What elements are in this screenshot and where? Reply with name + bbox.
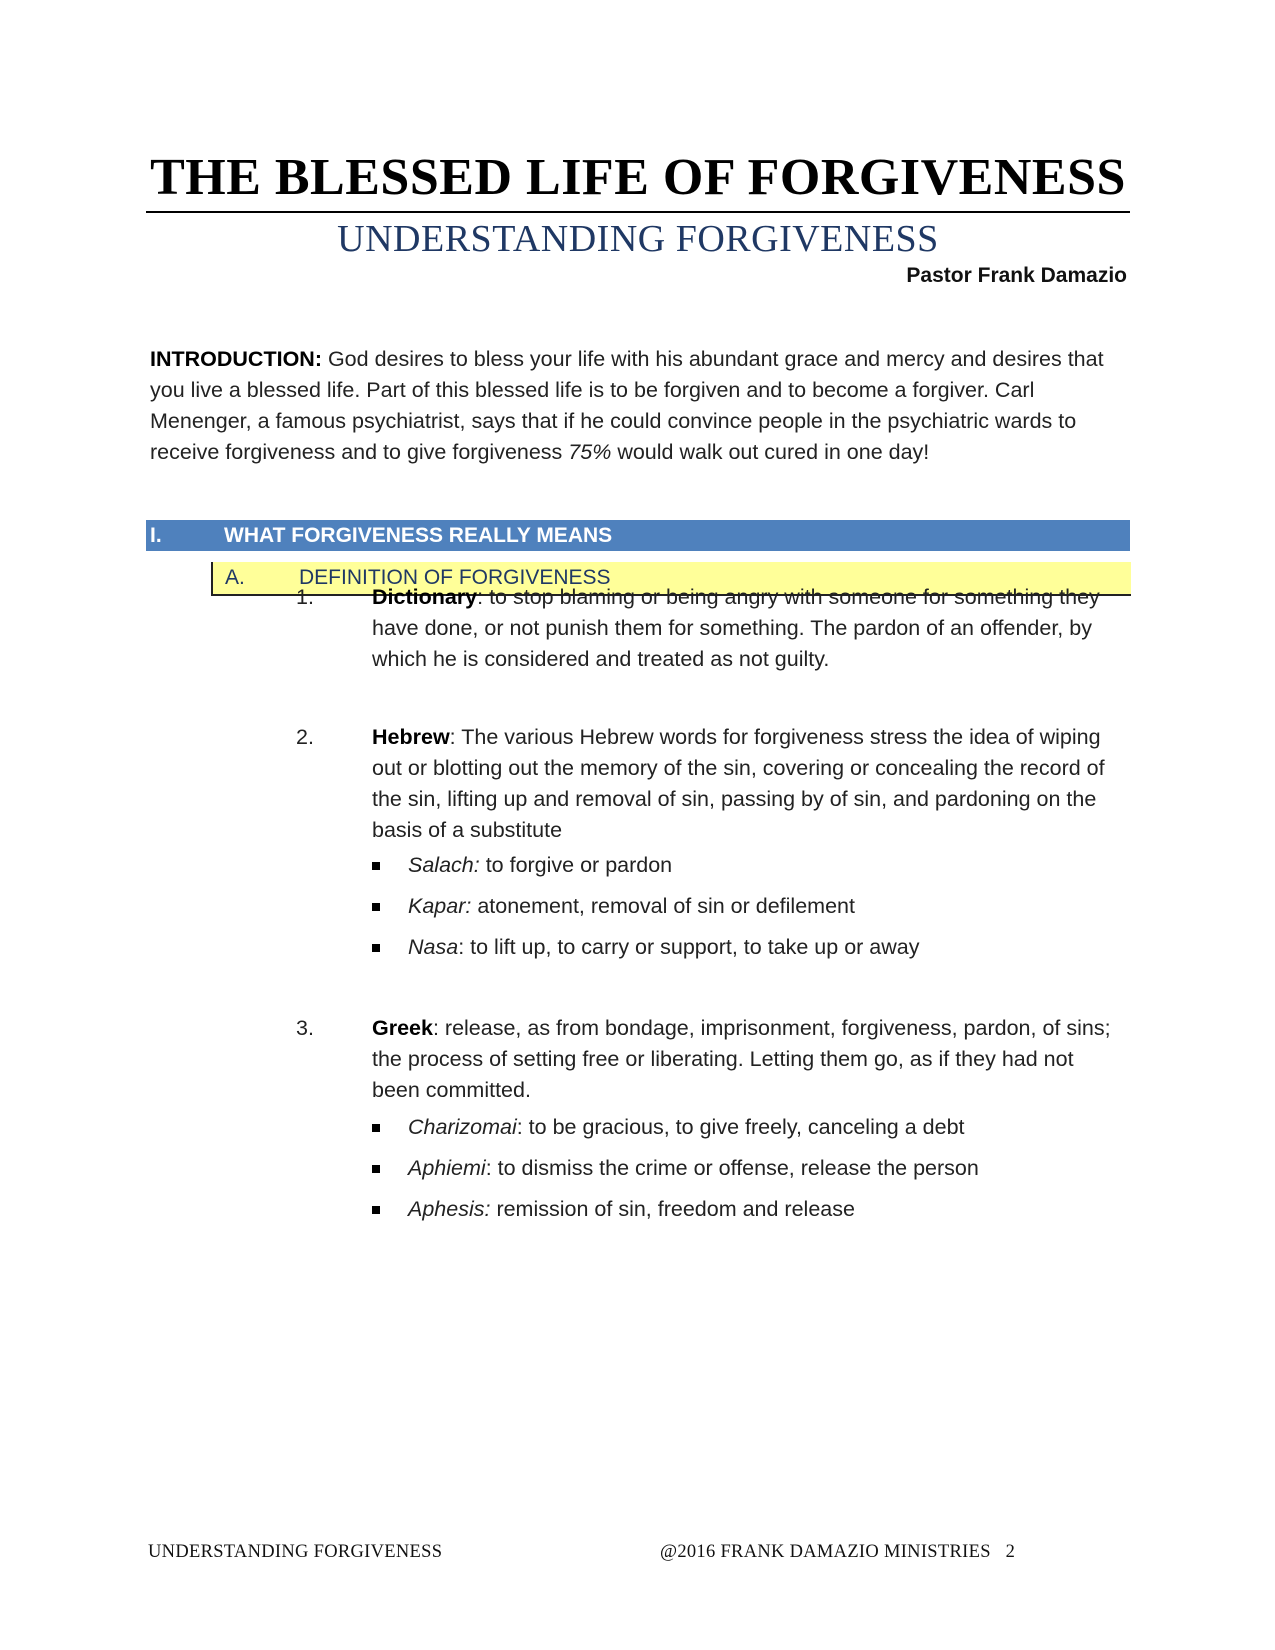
item-term: Hebrew — [372, 725, 450, 749]
word-term: Nasa — [408, 935, 459, 959]
word-term: Aphiemi — [408, 1156, 486, 1180]
word-term: Salach: — [408, 853, 480, 877]
item-number: 2. — [296, 725, 314, 749]
footer-copyright: @2016 FRANK DAMAZIO MINISTRIES — [660, 1542, 991, 1562]
word-bullet — [372, 850, 1112, 881]
bullet-square-icon — [372, 862, 380, 870]
bullet-square-icon — [372, 903, 380, 911]
definition-item-dictionary — [296, 582, 1116, 675]
introduction-paragraph — [150, 344, 1116, 468]
bullet-square-icon — [372, 1206, 380, 1214]
word-term: Charizomai — [408, 1115, 517, 1139]
subsection-title: DEFINITION OF FORGIVENESS — [299, 566, 611, 589]
intro-text-2: would walk out cured in one day! — [611, 440, 930, 464]
footer-left: UNDERSTANDING FORGIVENESS — [148, 1542, 443, 1562]
item-definition: : The various Hebrew words for forgiveness stress the idea of wiping out or blotting out the memory of the sin, covering or concealing the record of the sin, lifting up and removal of sin, passing by of sin, and pardoning on the basis of a substitute — [372, 725, 1105, 842]
item-definition: : release, as from bondage, imprisonment, forgiveness, pardon, of sins; the process of setting free or liberating. Letting them go, as if they had not been committed. — [372, 1016, 1111, 1102]
word-bullet — [372, 1112, 1112, 1143]
section-number: I. — [150, 524, 162, 547]
definition-item-greek — [296, 1013, 1116, 1106]
intro-emphasis: 75% — [568, 440, 612, 464]
definition-item-hebrew — [296, 722, 1116, 846]
item-definition: : to stop blaming or being angry with someone for something they have done, or not punish them for something. The pardon of an offender, by which he is considered and treated as not guilty. — [372, 585, 1100, 671]
bullet-square-icon — [372, 1124, 380, 1132]
document-title: THE BLESSED LIFE OF FORGIVENESS — [150, 149, 1126, 206]
intro-label: INTRODUCTION: — [150, 347, 322, 371]
title-underline — [146, 211, 1130, 213]
word-meaning: : to lift up, to carry or support, to take up or away — [458, 935, 920, 959]
word-bullet — [372, 1194, 1112, 1225]
intro-text-1: God desires to bless your life with his abundant grace and mercy and desires that you live a blessed life. Part of this blessed life is to be forgiven and to become a forgiver. Carl Menenger, a famous psychiatrist, says that if he could convince people in the psychiatric wards to receive forgiveness and to give forgiveness — [150, 347, 1104, 464]
word-meaning: : to be gracious, to give freely, canceling a debt — [516, 1115, 965, 1139]
document-subtitle: UNDERSTANDING FORGIVENESS — [337, 218, 939, 260]
page-number: 2 — [1005, 1542, 1016, 1562]
item-number: 3. — [296, 1016, 314, 1040]
author-name: Pastor Frank Damazio — [906, 264, 1127, 287]
bullet-square-icon — [372, 1165, 380, 1173]
word-bullet — [372, 1153, 1112, 1184]
word-term: Kapar: — [408, 894, 472, 918]
word-meaning: atonement, removal of sin or defilement — [471, 894, 855, 918]
item-number: 1. — [296, 585, 314, 609]
item-term: Greek — [372, 1016, 433, 1040]
footer-right — [660, 1540, 1015, 1564]
item-term: Dictionary — [372, 585, 478, 609]
word-meaning: to forgive or pardon — [479, 853, 673, 877]
section-title: WHAT FORGIVENESS REALLY MEANS — [224, 524, 613, 547]
word-bullet — [372, 932, 1112, 963]
word-meaning: remission of sin, freedom and release — [490, 1197, 855, 1221]
word-meaning: : to dismiss the crime or offense, release the person — [485, 1156, 979, 1180]
bullet-square-icon — [372, 944, 380, 952]
word-bullet — [372, 891, 1112, 922]
word-term: Aphesis: — [408, 1197, 491, 1221]
subsection-number: A. — [225, 566, 245, 589]
section-heading — [146, 520, 1130, 551]
